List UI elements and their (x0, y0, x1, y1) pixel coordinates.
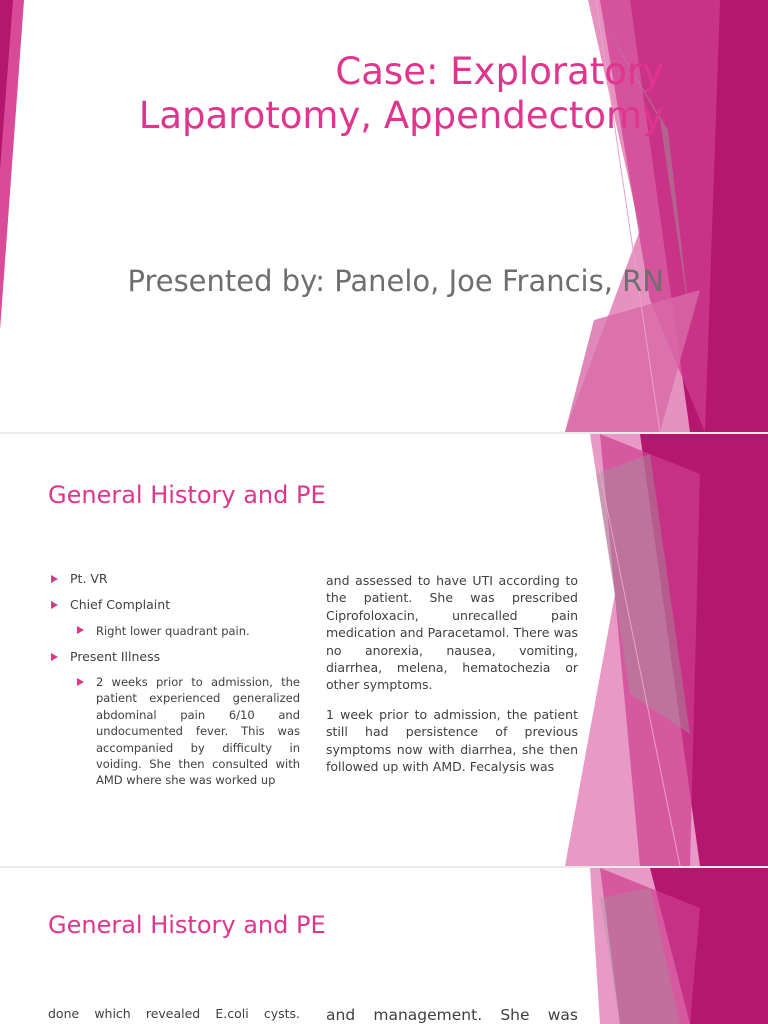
bullet-text: Chief Complaint (70, 597, 171, 612)
left-column (48, 570, 300, 797)
paragraph-1: and assessed to have UTI according to the patient. She was prescribed Ciprofoloxacin, unrecalled pain medication and Paracetamol. There was no anorexia, nausea, vomiting, diarrhea, melena, hematochezia or other symptoms. (326, 573, 578, 693)
paragraph-2: 1 week prior to admission, the patient still had persistence of previous symptoms now with diarrhea, she then followed up with AMD. Fecalysis was (326, 706, 578, 775)
history-slide (0, 434, 768, 866)
slide-heading: General History and PE (48, 481, 326, 509)
bullet-chief-complaint (48, 596, 300, 614)
bullet-text: 2 weeks prior to admission, the patient experienced generalized abdominal pain 6/10 and undocumented fever. This was accompanied by difficulty in voiding. She then consulted with AMD where she was worked up (96, 675, 300, 788)
slide-title (104, 50, 664, 138)
sub-bullet-present-illness (74, 674, 300, 789)
bullet-pt (48, 570, 300, 588)
left-column-text: done which revealed E.coli cysts. (48, 1006, 300, 1021)
right-column-text: and management. She was (326, 1006, 578, 1024)
slide-heading: General History and PE (48, 911, 326, 939)
bullet-present-illness (48, 648, 300, 666)
decorative-shapes (0, 868, 768, 1024)
presenter-subtitle: Presented by: Panelo, Joe Francis, RN (127, 264, 664, 298)
title-line-1: Case: Exploratory (335, 50, 664, 93)
bullet-text: Present Illness (70, 649, 161, 664)
title-line-2: Laparotomy, Appendectomy (138, 94, 664, 137)
bullet-text: Right lower quadrant pain. (96, 624, 250, 638)
sub-bullet-chief-complaint (74, 622, 300, 640)
right-column (326, 572, 578, 775)
title-slide (0, 0, 768, 432)
history-slide-continued (0, 868, 768, 1024)
bullet-text: Pt. VR (70, 571, 108, 586)
